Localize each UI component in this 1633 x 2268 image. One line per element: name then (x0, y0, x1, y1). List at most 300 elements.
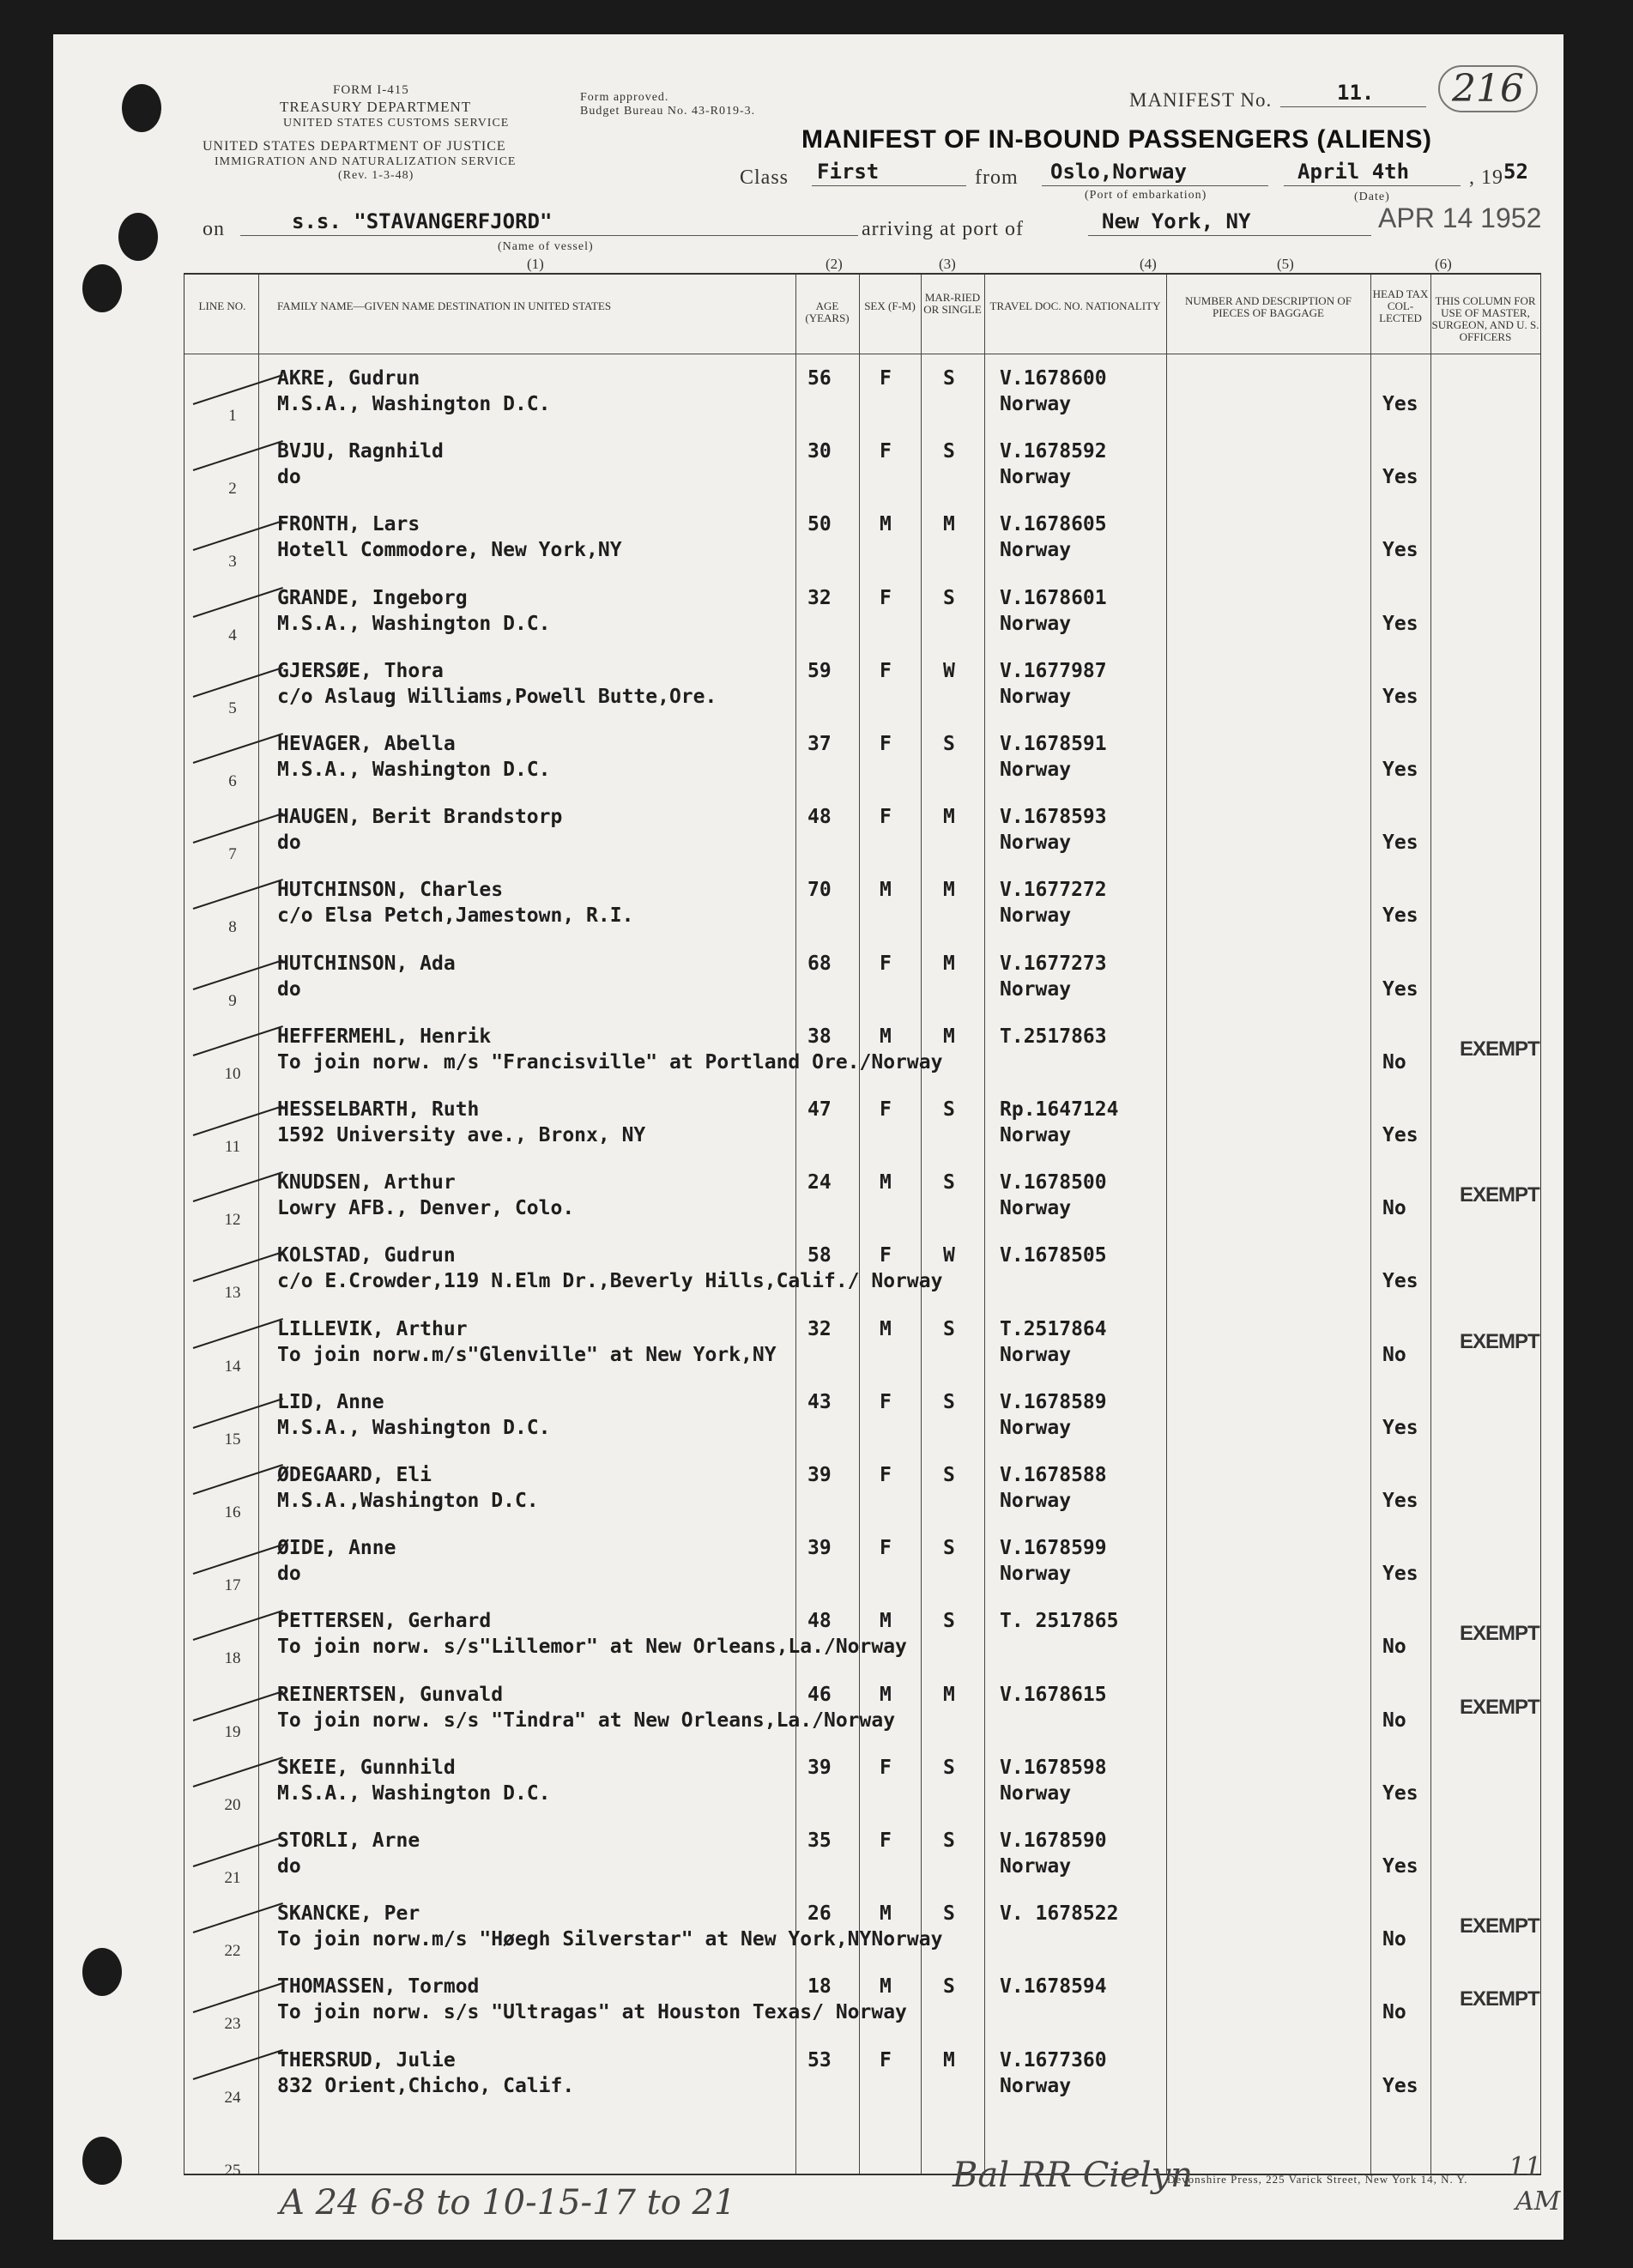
manifest-no-value: 11. (1337, 81, 1375, 105)
travel-doc-number: T. 2517865 (1000, 1610, 1119, 1633)
officer-mark: EXEMPT (1460, 1695, 1539, 1719)
travel-doc-number: V.1677987 (1000, 659, 1107, 682)
destination: M.S.A., Washington D.C. (277, 759, 551, 781)
age: 48 (807, 1610, 832, 1633)
check-mark (193, 1464, 283, 1495)
check-mark (193, 1836, 283, 1867)
passenger-name: THERSRUD, Julie (277, 2048, 456, 2071)
sex: M (880, 1317, 892, 1340)
nationality: Norway (1000, 1563, 1072, 1586)
marital-status: S (943, 1317, 955, 1340)
header-name: FAMILY NAME—GIVEN NAME DESTINATION IN UNITED STATES (277, 299, 612, 312)
table-row (184, 1381, 1540, 1454)
destination: M.S.A., Washington D.C. (277, 1781, 551, 1805)
manifest-title: MANIFEST OF IN-BOUND PASSENGERS (ALIENS) (801, 125, 1432, 154)
line-number: 2 (228, 480, 237, 499)
year-suffix: 52 (1503, 160, 1528, 184)
handwritten-time-top: 11 (1509, 2152, 1542, 2182)
class-label: Class (740, 166, 789, 189)
head-tax: Yes (1382, 1855, 1418, 1878)
head-tax: Yes (1382, 2074, 1418, 2097)
travel-doc-number: V.1678590 (1000, 1830, 1107, 1852)
check-mark (193, 1690, 283, 1721)
line-number: 1 (228, 407, 237, 425)
line-number: 15 (224, 1430, 241, 1448)
on-label: on (203, 218, 225, 240)
marital-status: S (943, 1756, 955, 1779)
table-row (184, 1454, 1540, 1527)
officer-mark: EXEMPT (1460, 1329, 1539, 1353)
table-row (184, 1308, 1540, 1381)
nationality: Norway (1000, 1197, 1072, 1220)
head-tax: Yes (1382, 1490, 1418, 1512)
printer-credit: Devonshire Press, 225 Varick Street, New York 14, N. Y. (1167, 2173, 1468, 2186)
header-head-tax: HEAD TAX COL-LECTED (1372, 287, 1429, 324)
port-of-arrival: New York, NY (1102, 209, 1251, 233)
line-number: 19 (224, 1722, 241, 1741)
head-tax: No (1382, 1709, 1406, 1732)
age: 59 (807, 659, 832, 682)
nationality: Norway (1000, 904, 1072, 928)
passenger-name: REINERTSEN, Gunvald (277, 1683, 504, 1706)
line-number: 4 (228, 626, 237, 644)
table-row (184, 1015, 1540, 1088)
head-tax: Yes (1382, 832, 1418, 855)
travel-doc-number: V.1678505 (1000, 1244, 1107, 1267)
travel-doc-number: V.1678594 (1000, 1975, 1107, 1999)
age: 26 (807, 1902, 832, 1926)
head-tax: Yes (1382, 759, 1418, 781)
sex: F (880, 1756, 892, 1779)
passenger-name: HEFFERMEHL, Henrik (277, 1025, 492, 1048)
head-tax: Yes (1382, 977, 1418, 1001)
sex: F (880, 733, 892, 755)
destination: Lowry AFB., Denver, Colo. (277, 1197, 575, 1220)
travel-doc-number: V.1677273 (1000, 952, 1107, 975)
destination: To join norw. s/s "Ultragas" at Houston Texas/ Norway (277, 2001, 907, 2024)
check-mark (193, 1544, 283, 1575)
sex: F (880, 586, 892, 609)
marital-status: S (943, 1830, 955, 1852)
check-mark (193, 1171, 283, 1202)
port-of-embarkation: Oslo,Norway (1050, 160, 1187, 184)
table-row (184, 1965, 1540, 2038)
travel-doc-number: V.1678593 (1000, 806, 1107, 829)
marital-status: S (943, 1098, 955, 1121)
line-number: 12 (224, 1211, 241, 1230)
sex: F (880, 806, 892, 829)
justice-dept: UNITED STATES DEPARTMENT OF JUSTICE (203, 139, 506, 154)
travel-doc-number: V.1678500 (1000, 1171, 1107, 1194)
head-tax: No (1382, 1197, 1406, 1220)
punch-hole (82, 264, 122, 312)
marital-status: S (943, 1171, 955, 1194)
line-number: 6 (228, 772, 237, 790)
passenger-name: LID, Anne (277, 1390, 384, 1413)
line-number: 20 (224, 1795, 241, 1814)
marital-status: S (943, 1610, 955, 1633)
arrival-date-stamp: APR 14 1952 (1378, 203, 1542, 233)
age: 30 (807, 440, 832, 463)
header-travel-doc: TRAVEL DOC. NO. NATIONALITY (989, 299, 1161, 312)
sex: F (880, 1390, 892, 1413)
line-number: 21 (224, 1869, 241, 1887)
age: 24 (807, 1171, 832, 1194)
destination: M.S.A., Washington D.C. (277, 612, 551, 635)
sex: F (880, 1830, 892, 1852)
age: 39 (807, 1537, 832, 1560)
age: 47 (807, 1098, 832, 1121)
passenger-name: HESSELBARTH, Ruth (277, 1098, 480, 1121)
header-baggage: NUMBER AND DESCRIPTION OF PIECES OF BAGGAGE (1185, 294, 1352, 319)
immigration-service: IMMIGRATION AND NATURALIZATION SERVICE (215, 155, 517, 168)
table-row (184, 795, 1540, 868)
nationality: Norway (1000, 759, 1072, 781)
check-mark (193, 1398, 283, 1429)
from-label: from (975, 166, 1019, 189)
travel-doc-number: V.1678589 (1000, 1390, 1107, 1413)
handwritten-footer-note: A 24 6-8 to 10-15-17 to 21 (280, 2183, 736, 2223)
head-tax: Yes (1382, 1781, 1418, 1805)
destination: To join norw.m/s "Høegh Silverstar" at New York,NYNorway (277, 1928, 943, 1951)
marital-status: W (943, 659, 955, 682)
vessel-name: s.s. "STAVANGERFJORD" (292, 209, 553, 233)
sex: F (880, 952, 892, 975)
marital-status: S (943, 733, 955, 755)
line-number: 9 (228, 991, 237, 1010)
marital-status: S (943, 1390, 955, 1413)
passenger-name: GRANDE, Ingeborg (277, 586, 468, 609)
budget-bureau: Budget Bureau No. 43-R019-3. (580, 105, 756, 118)
age: 70 (807, 879, 832, 902)
age: 18 (807, 1975, 832, 1999)
marital-status: S (943, 1464, 955, 1486)
line-number: 24 (224, 2088, 241, 2107)
header-age: AGE (YEARS) (805, 299, 850, 324)
passenger-name: HEVAGER, Abella (277, 733, 456, 755)
table-row (184, 1161, 1540, 1234)
table-row (184, 503, 1540, 576)
nationality: Norway (1000, 1781, 1072, 1805)
destination: c/o Elsa Petch,Jamestown, R.I. (277, 904, 634, 928)
destination: do (277, 832, 301, 855)
officer-mark: EXEMPT (1460, 1622, 1539, 1646)
table-row (184, 1527, 1540, 1600)
passenger-name: HUTCHINSON, Charles (277, 879, 504, 902)
nationality: Norway (1000, 1855, 1072, 1878)
travel-doc-number: V.1678592 (1000, 440, 1107, 463)
passenger-name: KOLSTAD, Gudrun (277, 1244, 456, 1267)
marital-status: S (943, 440, 955, 463)
line-number: 25 (224, 2161, 241, 2180)
nationality: Norway (1000, 1343, 1072, 1366)
check-mark (193, 1902, 283, 1933)
head-tax: Yes (1382, 393, 1418, 415)
travel-doc-number: Rp.1647124 (1000, 1098, 1119, 1121)
destination: Hotell Commodore, New York,NY (277, 539, 622, 562)
age: 39 (807, 1756, 832, 1779)
line-number: 14 (224, 1357, 241, 1376)
passenger-name: ØIDE, Anne (277, 1537, 396, 1560)
nationality: Norway (1000, 977, 1072, 1001)
punch-hole (122, 84, 161, 132)
line-number: 18 (224, 1649, 241, 1668)
age: 43 (807, 1390, 832, 1413)
nationality: Norway (1000, 1124, 1072, 1146)
head-tax: No (1382, 1050, 1406, 1074)
line-number: 17 (224, 1576, 241, 1595)
passenger-name: THOMASSEN, Tormod (277, 1975, 480, 1999)
travel-doc-number: V.1678600 (1000, 367, 1107, 390)
head-tax: Yes (1382, 1124, 1418, 1146)
marital-status: M (943, 2048, 955, 2071)
sex: M (880, 1610, 892, 1633)
travel-doc-number: V.1678601 (1000, 586, 1107, 609)
marital-status: M (943, 513, 955, 536)
punch-hole (82, 1948, 122, 1996)
marital-status: W (943, 1244, 955, 1267)
form-approved: Form approved. (580, 91, 669, 104)
destination: M.S.A., Washington D.C. (277, 393, 551, 415)
head-tax: Yes (1382, 539, 1418, 562)
travel-doc-number: V.1678591 (1000, 733, 1107, 755)
check-mark (193, 1251, 283, 1282)
destination: 832 Orient,Chicho, Calif. (277, 2074, 575, 2097)
nationality: Norway (1000, 2074, 1072, 2097)
travel-doc-number: V.1678599 (1000, 1537, 1107, 1560)
handwritten-time-bottom: AM (1515, 2186, 1561, 2217)
destination: do (277, 1563, 301, 1586)
marital-status: M (943, 806, 955, 829)
check-mark (193, 879, 283, 910)
head-tax: Yes (1382, 466, 1418, 489)
travel-doc-number: V.1678588 (1000, 1464, 1107, 1486)
customs-service: UNITED STATES CUSTOMS SERVICE (283, 117, 510, 130)
age: 35 (807, 1830, 832, 1852)
travel-doc-number: V.1677272 (1000, 879, 1107, 902)
sex: F (880, 1244, 892, 1267)
passenger-name: STORLI, Arne (277, 1830, 420, 1852)
table-row (184, 1600, 1540, 1672)
line-number: 11 (224, 1138, 241, 1156)
line-number: 3 (228, 553, 237, 572)
table-row (184, 2039, 1540, 2112)
head-tax: Yes (1382, 685, 1418, 708)
arriving-label: arriving at port of (862, 218, 1024, 240)
head-tax: No (1382, 1343, 1406, 1366)
age: 50 (807, 513, 832, 536)
header-sex: SEX (F-M) (864, 299, 916, 312)
revision: (Rev. 1-3-48) (338, 169, 414, 182)
destination: To join norw. m/s "Francisville" at Portland Ore./Norway (277, 1050, 943, 1074)
sex: F (880, 440, 892, 463)
age: 39 (807, 1464, 832, 1486)
officer-mark: EXEMPT (1460, 1914, 1539, 1938)
line-number: 22 (224, 1942, 241, 1961)
officer-mark: EXEMPT (1460, 1987, 1539, 2011)
nationality: Norway (1000, 539, 1072, 562)
nationality: Norway (1000, 832, 1072, 855)
passenger-name: HAUGEN, Berit Brandstorp (277, 806, 563, 829)
check-mark (193, 1757, 283, 1787)
marital-status: M (943, 1025, 955, 1048)
punch-hole (118, 213, 158, 261)
form-number: FORM I-415 (333, 83, 409, 97)
marital-status: S (943, 367, 955, 390)
table-row (184, 1088, 1540, 1161)
nationality: Norway (1000, 1490, 1072, 1512)
officer-mark: EXEMPT (1460, 1037, 1539, 1061)
table-row (184, 357, 1540, 430)
check-mark (193, 733, 283, 764)
table-row (184, 1892, 1540, 1965)
passenger-name: AKRE, Gudrun (277, 367, 420, 390)
head-tax: No (1382, 1928, 1406, 1951)
officer-mark: EXEMPT (1460, 1183, 1539, 1207)
class-value: First (817, 160, 880, 184)
travel-doc-number: T.2517864 (1000, 1317, 1107, 1340)
age: 38 (807, 1025, 832, 1048)
destination: To join norw.m/s"Glenville" at New York,NY (277, 1343, 777, 1366)
punch-hole (82, 2137, 122, 2185)
travel-doc-number: V.1678598 (1000, 1756, 1107, 1779)
passenger-name: PETTERSEN, Gerhard (277, 1610, 492, 1633)
sex: F (880, 659, 892, 682)
date-caption: (Date) (1354, 191, 1390, 203)
head-tax: Yes (1382, 904, 1418, 928)
age: 37 (807, 733, 832, 755)
check-mark (193, 2049, 283, 2080)
age: 56 (807, 367, 832, 390)
travel-doc-number: V.1677360 (1000, 2048, 1107, 2071)
departure-date: April 4th (1297, 160, 1410, 184)
passenger-name: LILLEVIK, Arthur (277, 1317, 468, 1340)
age: 46 (807, 1683, 832, 1706)
table-row (184, 1746, 1540, 1819)
line-number: 16 (224, 1503, 241, 1521)
nationality: Norway (1000, 466, 1072, 489)
sex: F (880, 1098, 892, 1121)
travel-doc-number: V.1678615 (1000, 1683, 1107, 1706)
embarkation-caption: (Port of embarkation) (1085, 189, 1207, 202)
age: 32 (807, 1317, 832, 1340)
destination: do (277, 977, 301, 1001)
age: 32 (807, 586, 832, 609)
passenger-name: ØDEGAARD, Eli (277, 1464, 432, 1486)
passenger-name: SKANCKE, Per (277, 1902, 420, 1926)
table-row (184, 1819, 1540, 1892)
destination: M.S.A., Washington D.C. (277, 1416, 551, 1439)
head-tax: Yes (1382, 1563, 1418, 1586)
table-row (184, 430, 1540, 503)
check-mark (193, 440, 283, 471)
check-mark (193, 1610, 283, 1641)
header-line-no: LINE NO. (198, 299, 246, 312)
line-number: 13 (224, 1284, 241, 1303)
head-tax: Yes (1382, 612, 1418, 635)
table-row (184, 868, 1540, 941)
line-number: 23 (224, 2015, 241, 2034)
marital-status: S (943, 1902, 955, 1926)
sex: M (880, 879, 892, 902)
nationality: Norway (1000, 612, 1072, 635)
check-mark (193, 520, 283, 551)
passenger-name: GJERSØE, Thora (277, 659, 444, 682)
passenger-name: KNUDSEN, Arthur (277, 1171, 456, 1194)
travel-doc-number: T.2517863 (1000, 1025, 1107, 1048)
destination: To join norw. s/s "Tindra" at New Orleans,La./Norway (277, 1709, 896, 1732)
handwritten-signature: Bal RR Cielyn (953, 2156, 1193, 2195)
passenger-name: SKEIE, Gunnhild (277, 1756, 456, 1779)
check-mark (193, 1982, 283, 2013)
age: 48 (807, 806, 832, 829)
marital-status: S (943, 586, 955, 609)
handwritten-page-number: 216 (1438, 65, 1538, 112)
age: 53 (807, 2048, 832, 2071)
marital-status: S (943, 1975, 955, 1999)
passenger-name: BVJU, Ragnhild (277, 440, 444, 463)
table-row (184, 650, 1540, 723)
destination: c/o Aslaug Williams,Powell Butte,Ore. (277, 685, 717, 708)
sex: F (880, 1537, 892, 1560)
sex: M (880, 1171, 892, 1194)
table-row (184, 1234, 1540, 1307)
destination: 1592 University ave., Bronx, NY (277, 1124, 646, 1146)
line-number: 10 (224, 1064, 241, 1083)
sex: M (880, 1902, 892, 1926)
destination: M.S.A.,Washington D.C. (277, 1490, 539, 1512)
manifest-no-label: MANIFEST No. (1129, 89, 1273, 111)
check-mark (193, 667, 283, 698)
nationality: Norway (1000, 685, 1072, 708)
destination: do (277, 466, 301, 489)
check-mark (193, 813, 283, 844)
head-tax: Yes (1382, 1416, 1418, 1439)
check-mark (193, 587, 283, 618)
marital-status: M (943, 1683, 955, 1706)
table-row (184, 723, 1540, 795)
sex: M (880, 1025, 892, 1048)
vessel-caption: (Name of vessel) (498, 240, 594, 253)
check-mark (193, 1105, 283, 1136)
head-tax: No (1382, 1636, 1406, 1659)
sex: F (880, 1464, 892, 1486)
sex: F (880, 2048, 892, 2071)
marital-status: M (943, 879, 955, 902)
marital-status: S (943, 1537, 955, 1560)
header-officers: THIS COLUMN FOR USE OF MASTER, SURGEON, AND U. S. OFFICERS (1431, 294, 1539, 343)
head-tax: Yes (1382, 1270, 1418, 1293)
destination: do (277, 1855, 301, 1878)
table-row (184, 1673, 1540, 1746)
age: 58 (807, 1244, 832, 1267)
destination: c/o E.Crowder,119 N.Elm Dr.,Beverly Hills,Calif./ Norway (277, 1270, 943, 1293)
treasury-dept: TREASURY DEPARTMENT (280, 99, 472, 115)
line-number: 7 (228, 845, 237, 864)
head-tax: No (1382, 2001, 1406, 2024)
sex: M (880, 1975, 892, 1999)
check-mark (193, 959, 283, 990)
nationality: Norway (1000, 1416, 1072, 1439)
year-prefix: , 19 (1469, 166, 1503, 189)
line-number: 8 (228, 918, 237, 937)
table-row (184, 577, 1540, 650)
sex: F (880, 367, 892, 390)
passenger-name: HUTCHINSON, Ada (277, 952, 456, 975)
sex: M (880, 1683, 892, 1706)
destination: To join norw. s/s"Lillemor" at New Orleans,La./Norway (277, 1636, 907, 1659)
travel-doc-number: V.1678605 (1000, 513, 1107, 536)
